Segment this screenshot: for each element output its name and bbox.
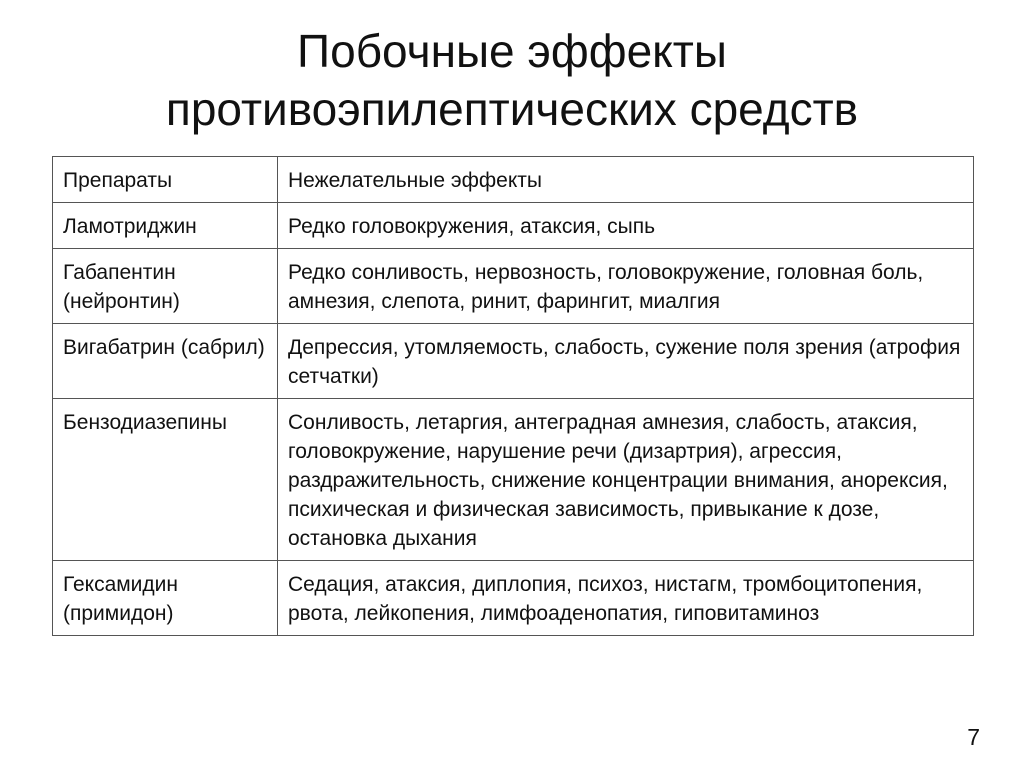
drug-cell: Ламотриджин — [53, 203, 278, 249]
effects-cell: Редко сонливость, нервозность, головокружение, головная боль, амнезия, слепота, ринит, фарингит, миалгия — [278, 249, 974, 324]
slide-title — [0, 22, 1024, 138]
table-row — [53, 203, 974, 249]
table-row — [53, 324, 974, 399]
drug-cell: Габапентин (нейронтин) — [53, 249, 278, 324]
effects-cell: Редко головокружения, атаксия, сыпь — [278, 203, 974, 249]
slide-title-line-2: противоэпилептических средств — [165, 83, 859, 135]
table-header-row — [53, 157, 974, 203]
table-row — [53, 399, 974, 561]
table-row — [53, 561, 974, 636]
effects-cell: Сонливость, летаргия, антеградная амнезия, слабость, атаксия, головокружение, нарушение речи (дизартрия), агрессия, раздражительность, снижение концентрации внимания, анорексия, психическая и физическая зависимость, привыкание к дозе, остановка дыхания — [278, 399, 974, 561]
page-number: 7 — [967, 724, 980, 750]
side-effects-table — [52, 156, 974, 636]
drug-cell: Бензодиазепины — [53, 399, 278, 561]
effects-cell: Депрессия, утомляемость, слабость, сужение поля зрения (атрофия сетчатки) — [278, 324, 974, 399]
drug-cell: Вигабатрин (сабрил) — [53, 324, 278, 399]
drug-cell: Гексамидин (примидон) — [53, 561, 278, 636]
table-row — [53, 249, 974, 324]
slide-title-line-1: Побочные эффекты — [297, 25, 727, 77]
header-effects: Нежелательные эффекты — [278, 157, 974, 203]
effects-cell: Седация, атаксия, диплопия, психоз, нистагм, тромбоцитопения, рвота, лейкопения, лимфоаденопатия, гиповитаминоз — [278, 561, 974, 636]
header-drugs: Препараты — [53, 157, 278, 203]
